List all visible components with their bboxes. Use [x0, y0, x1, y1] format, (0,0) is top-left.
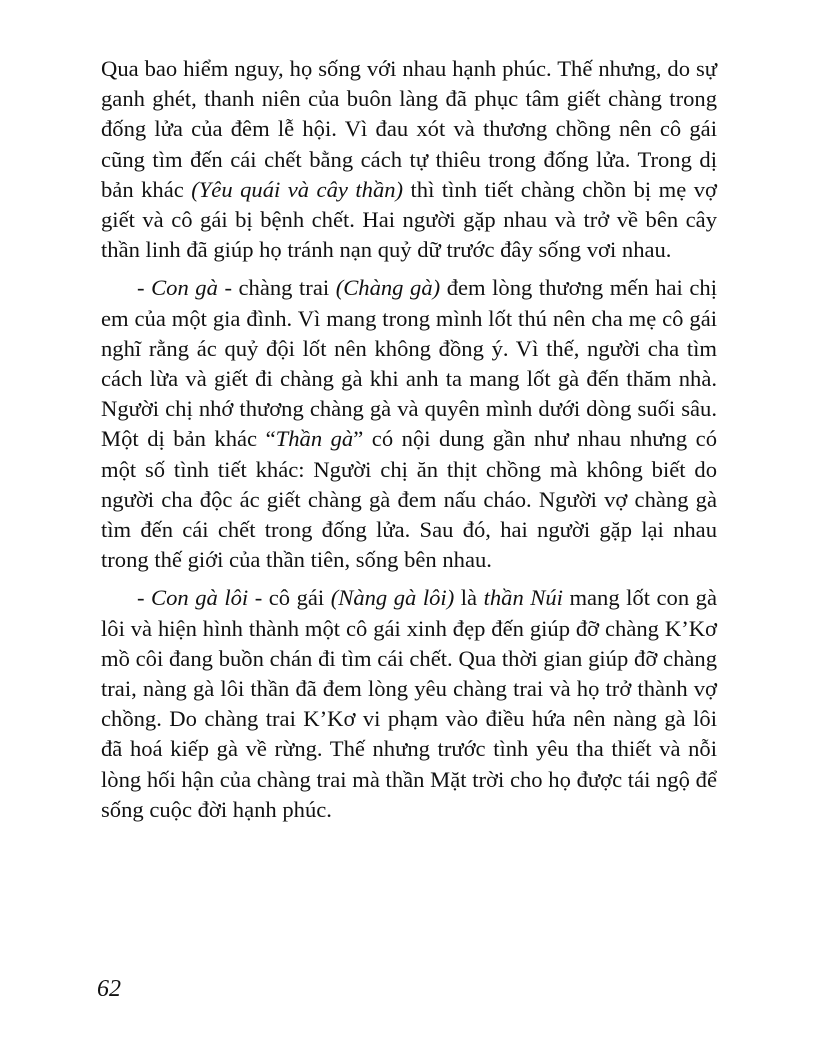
- entry-title: Con gà lôi: [151, 585, 249, 611]
- paragraph-con-ga: - Con gà - chàng trai (Chàng gà) đem lòng thương mến hai chị em của một gia đình. Vì mang trong mình lốt thú nên cha mẹ cô gái nghĩ rằng ác quỷ đội lốt nên không đồng ý. Vì thế, người cha tìm cách lừa và giết đi chàng gà khi anh ta mang lốt gà đến thăm nhà. Người chị nhớ thương chàng gà và quyên mình dưới dòng suối sâu. Một dị bản khác “Thần gà” có nội dung gần như nhau nhưng có một số tình tiết khác: Người chị ăn thịt chồng mà không biết do người cha độc ác giết chàng gà đem nấu cháo. Người vợ chàng gà tìm đến cái chết trong đống lửa. Sau đó, hai người gặp lại nhau trong thế giới của thần tiên, sống bên nhau.: [101, 275, 717, 573]
- body-text: [101, 54, 717, 825]
- paragraph-1: Qua bao hiểm nguy, họ sống với nhau hạnh phúc. Thế nhưng, do sự ganh ghét, thanh niên của buôn làng đã phục tâm giết chàng trong đống lửa của đêm lễ hội. Vì đau xót và thương chồng nên cô gái cũng tìm đến cái chết bằng cách tự thiêu trong đống lửa. Trong dị bản khác (Yêu quái và cây thần) thì tình tiết chàng chồn bị mẹ vợ giết và cô gái bị bệnh chết. Hai người gặp nhau và trở về bên cây thần linh đã giúp họ tránh nạn quỷ dữ trước đây sống vơi nhau.: [101, 56, 717, 263]
- entry-title: Con gà: [151, 275, 218, 301]
- paragraph-con-ga-loi: - Con gà lôi - cô gái (Nàng gà lôi) là thần Núi mang lốt con gà lôi và hiện hình thành một cô gái xinh đẹp đến giúp đỡ chàng K’Kơ mồ côi đang buồn chán đi tìm cái chết. Qua thời gian giúp đỡ chàng trai, nàng gà lôi thần đã đem lòng yêu chàng trai và họ trở thành vợ chồng. Do chàng trai K’Kơ vi phạm vào điều hứa nên nàng gà lôi đã hoá kiếp gà về rừng. Thế nhưng trước tình yêu tha thiết và nỗi lòng hối hận của chàng trai mà thần Mặt trời cho họ được tái ngộ để sống cuộc đời hạnh phúc.: [101, 585, 717, 822]
- italic-title: (Yêu quái và cây thần): [191, 176, 404, 202]
- page-number: 62: [97, 976, 121, 1002]
